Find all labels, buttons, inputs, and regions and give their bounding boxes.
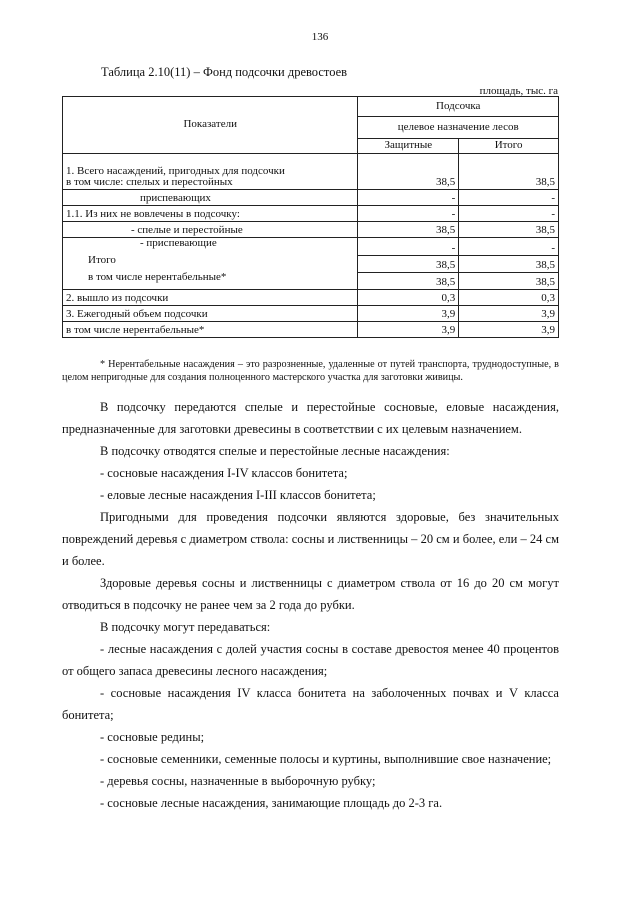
header-total: Итого <box>459 139 559 154</box>
row-total: 3,9 <box>459 306 559 322</box>
row-label-line: 1. Всего насаждений, пригодных для подсочки <box>66 164 285 177</box>
row-total: 0,3 <box>459 290 559 306</box>
row-total: - <box>459 238 559 256</box>
row-label-group <box>63 238 358 290</box>
row-label <box>63 190 358 206</box>
row-protective: 3,9 <box>358 322 459 338</box>
row-total: 38,5 <box>459 273 559 290</box>
row-label-line: в том числе: спелых и перестойных <box>66 176 233 189</box>
row-total: 38,5 <box>459 256 559 273</box>
table-row <box>63 206 559 222</box>
header-group: Подсочка <box>358 97 559 117</box>
row-total: 38,5 <box>459 222 559 238</box>
paragraph: В подсочку отводятся спелые и перестойные лесные насаждения: <box>100 444 450 458</box>
paragraph: В подсочку передаются спелые и перестойные сосновые, еловые насаждения, предназначенные для заготовки древесины в соответствии с их целевым назначением. <box>62 400 559 436</box>
table-row <box>63 222 559 238</box>
row-protective: 38,5 <box>358 256 459 273</box>
row-label: 1.1. Из них не вовлечены в подсочку: <box>63 206 358 222</box>
paragraph: - сосновые редины; <box>100 730 205 744</box>
row-label-text: Итого <box>88 254 116 266</box>
row-label: 2. вышло из подсочки <box>63 290 358 306</box>
header-protective: Защитные <box>358 139 459 154</box>
page-number: 136 <box>311 31 329 43</box>
row-label: в том числе нерентабельные* <box>63 322 358 338</box>
paragraph: Пригодными для проведения подсочки являются здоровые, без значительных повреждений деревья с диаметром ствола: сосны и лиственницы – 20 см и более, ели – 24 см и более. <box>62 510 559 568</box>
table-row <box>63 154 559 190</box>
row-label-text: в том числе нерентабельные* <box>88 271 227 283</box>
row-total: 3,9 <box>459 322 559 338</box>
row-protective: 38,5 <box>358 222 459 238</box>
row-protective: 0,3 <box>358 290 459 306</box>
row-label: 3. Ежегодный объем подсочки <box>63 306 358 322</box>
paragraph: - сосновые насаждения IV класса бонитета на заболоченных почвах и V класса бонитета; <box>62 686 559 722</box>
fund-table <box>62 96 559 338</box>
table-row <box>63 238 559 256</box>
header-indicators: Показатели <box>63 97 358 154</box>
table-row <box>63 190 559 206</box>
row-protective: - <box>358 238 459 256</box>
row-protective: - <box>358 206 459 222</box>
row-label-line <box>66 272 354 288</box>
row-label-text: - приспевающие <box>140 237 217 249</box>
paragraph: - деревья сосны, назначенные в выборочную рубку; <box>100 774 376 788</box>
table-row <box>63 306 559 322</box>
footnote: * Нерентабельные насаждения – это разрозненные, удаленные от путей транспорта, труднодоступные, в целом непригодные для создания полноценного мастерского участка для заготовки живицы. <box>62 359 559 383</box>
paragraph: - лесные насаждения с долей участия сосны в составе древостоя менее 40 процентов от общего запаса древесины лесного насаждения; <box>62 642 559 678</box>
row-label-line <box>66 255 354 272</box>
paragraph: В подсочку могут передаваться: <box>100 620 271 634</box>
paragraph: - еловые лесные насаждения I-III классов бонитета; <box>100 488 376 502</box>
paragraph: Здоровые деревья сосны и лиственницы с диаметром ствола от 16 до 20 см могут отводиться в подсочку не ранее чем за 2 года до рубки. <box>62 576 559 612</box>
paragraph: - сосновые насаждения I-IV классов бонитета; <box>100 466 348 480</box>
table-caption: Таблица 2.10(11) – Фонд подсочки древостоев <box>101 65 348 79</box>
row-label <box>63 154 358 190</box>
table-units: площадь, тыс. га <box>479 85 558 97</box>
row-protective: - <box>358 190 459 206</box>
body-text <box>62 396 559 814</box>
row-label-line <box>66 238 354 255</box>
header-subgroup: целевое назначение лесов <box>358 117 559 139</box>
row-protective: 3,9 <box>358 306 459 322</box>
row-label-text: приспевающих <box>140 192 211 205</box>
row-total: - <box>459 190 559 206</box>
paragraph: - сосновые лесные насаждения, занимающие площадь до 2-3 га. <box>100 796 443 810</box>
table-row <box>63 322 559 338</box>
row-total: - <box>459 206 559 222</box>
row-label <box>63 222 358 238</box>
row-label-text: - спелые и перестойные <box>131 224 243 237</box>
row-protective: 38,5 <box>358 273 459 290</box>
table-row <box>63 290 559 306</box>
paragraph: - сосновые семенники, семенные полосы и куртины, выполнившие свое назначение; <box>100 752 552 766</box>
row-protective: 38,5 <box>358 154 459 190</box>
row-total: 38,5 <box>459 154 559 190</box>
